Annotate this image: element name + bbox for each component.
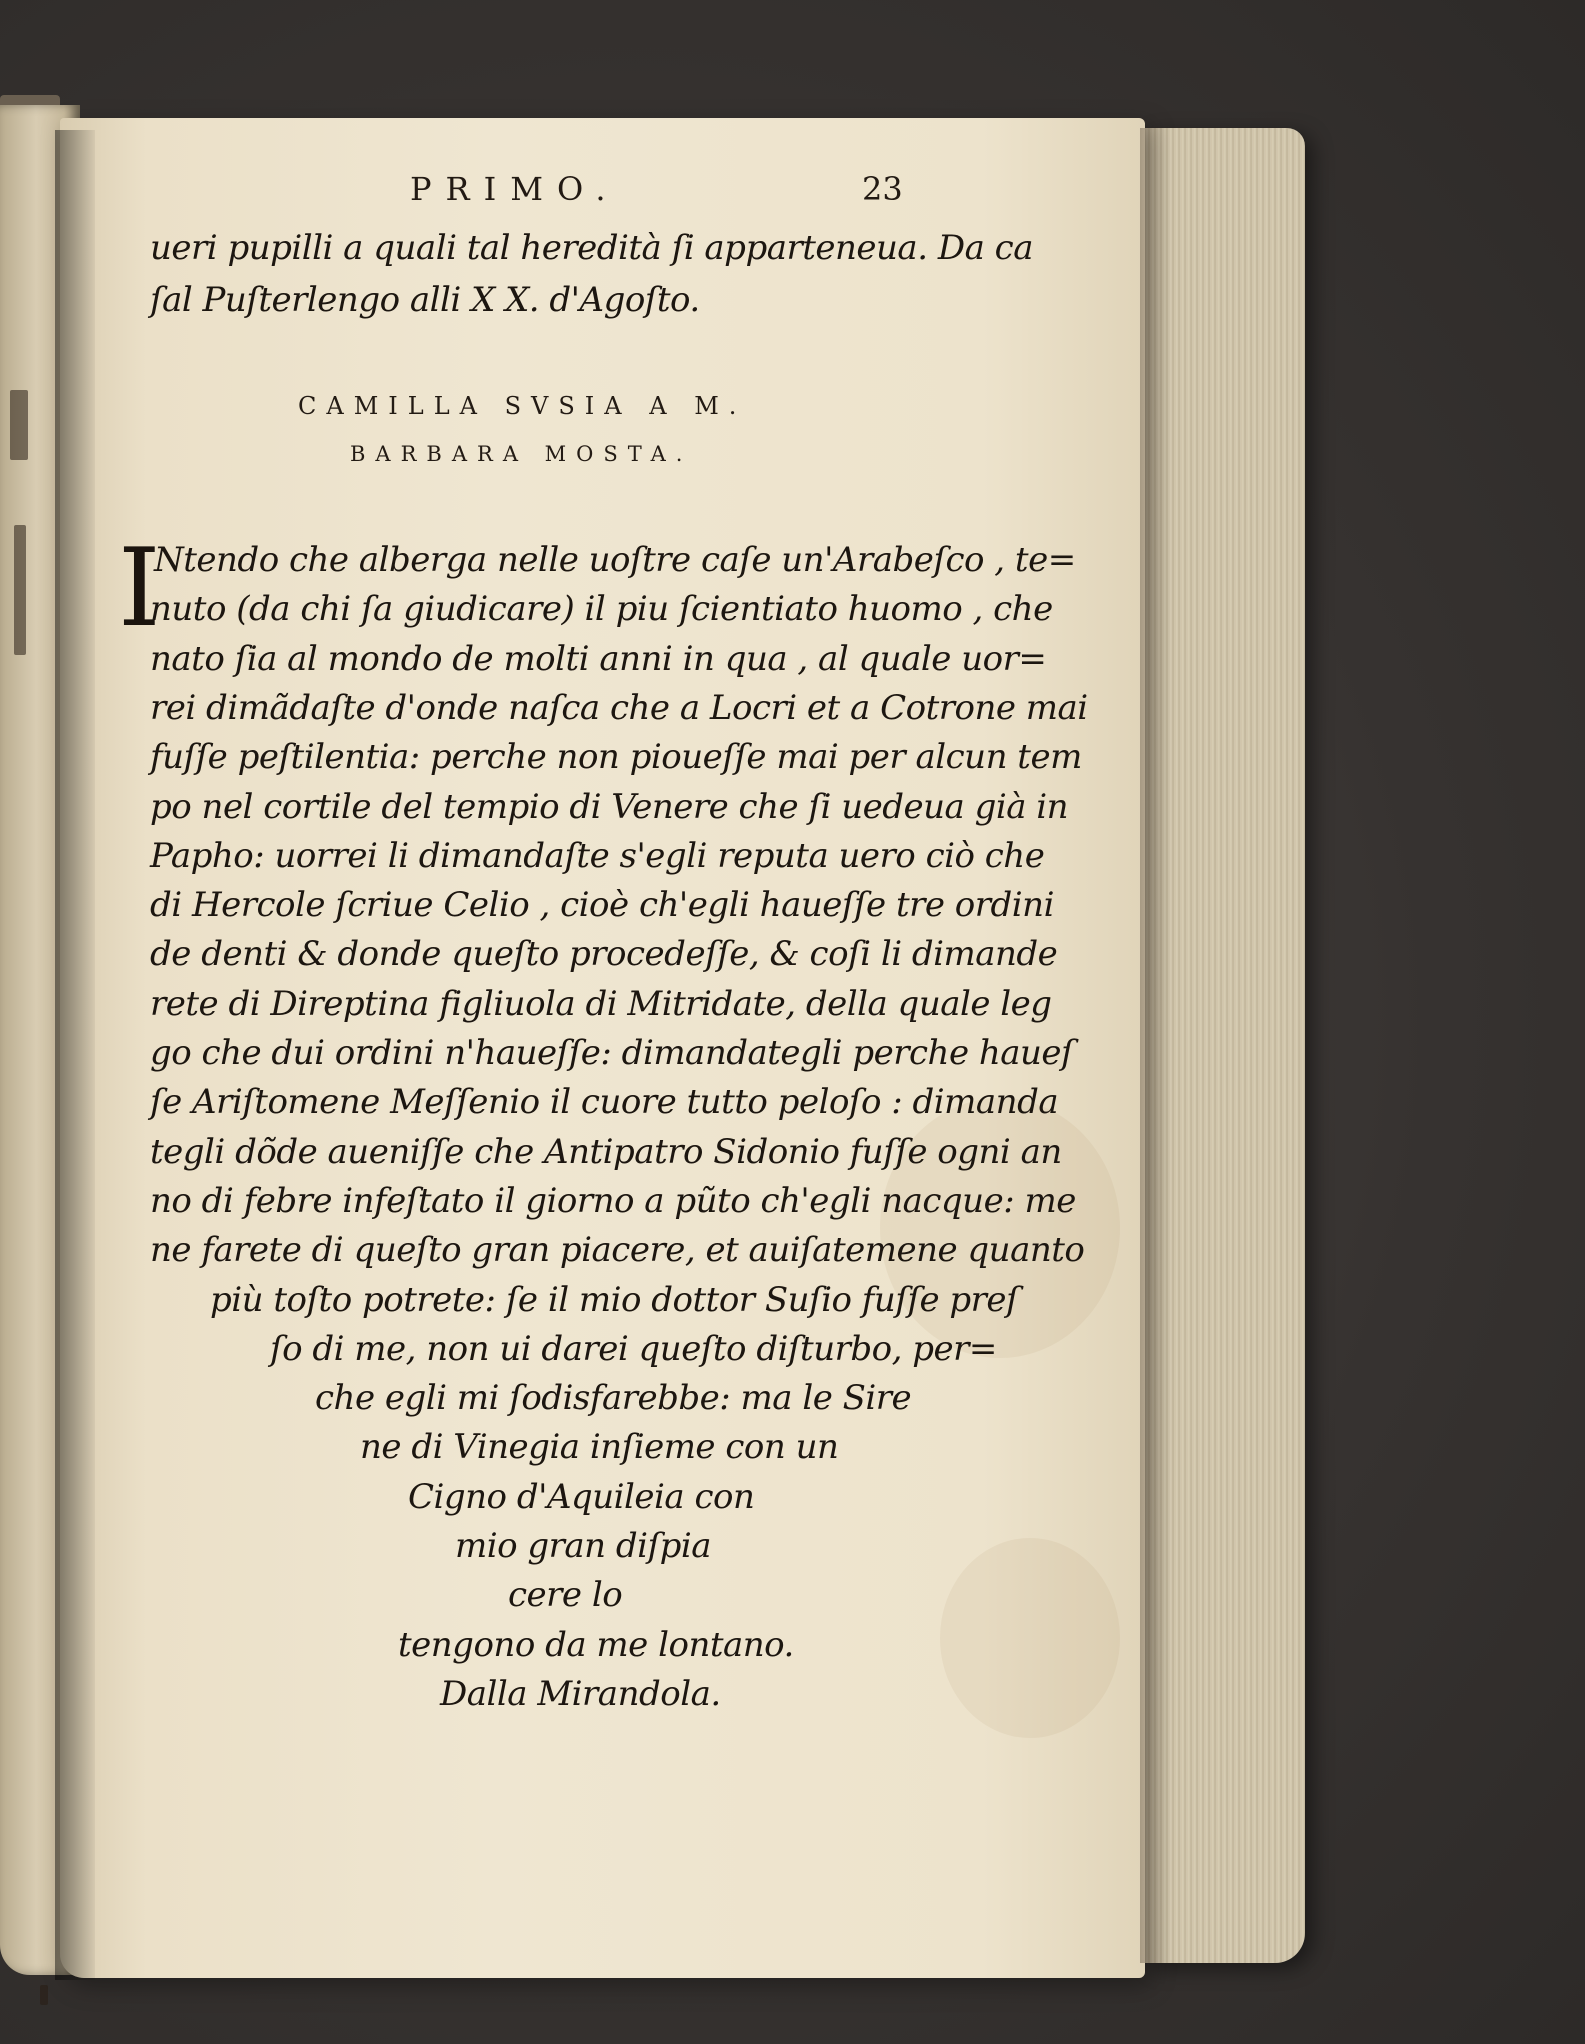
signoff-line: Dalla Mirandola. [440, 1673, 721, 1714]
page-edge-shadow [1140, 128, 1170, 1963]
drop-cap-initial: I [118, 526, 161, 651]
carryover-line: ſal Puſterlengo alli X X. d'Agoſto. [150, 280, 700, 320]
letter-line: ſo di me, non ui darei queſto diſturbo, per= [270, 1328, 997, 1369]
letter-heading: BARBARA MOSTA. [350, 442, 693, 466]
letter-line: Papho: uorrei li dimandaſte s'egli reputa uero ciò che [150, 835, 1045, 876]
paper-stain [940, 1538, 1120, 1738]
letter-line: Cigno d'Aquileia con [408, 1476, 755, 1517]
letter-line: ne farete di queſto gran piacere, et auiſatemene quanto [150, 1230, 1085, 1271]
letter-line: Ntendo che alberga nelle uoſtre caſe un'Arabeſco , te= [154, 540, 1076, 580]
bleed-through-mark [10, 390, 28, 460]
letter-line: rei dimãdaſte d'onde naſca che a Locri et a Cotrone mai [150, 687, 1088, 728]
letter-line: ſe Ariſtomene Meſſenio il cuore tutto peloſo : dimanda [150, 1082, 1059, 1123]
letter-line: rete di Direptina figliuola di Mitridate, della quale leg [150, 983, 1052, 1024]
carryover-line: ueri pupilli a quali tal heredità ſi apparteneua. Da ca [150, 228, 1033, 268]
letter-line: ne di Vinegia inſieme con un [360, 1427, 839, 1468]
page-number: 23 [862, 170, 903, 208]
letter-heading: CAMILLA SVSIA A M. [298, 392, 747, 420]
letter-line: po nel cortile del tempio di Venere che ſi uedeua già in [150, 786, 1069, 827]
bleed-through-mark [40, 1985, 48, 2005]
bleed-through-mark [14, 525, 26, 655]
letter-line: mio gran diſpia [455, 1526, 712, 1566]
letter-line: più toſto potrete: ſe il mio dottor Suſio fuſſe preſ [210, 1279, 1019, 1320]
running-head: PRIMO. [410, 170, 620, 208]
letter-line: tengono da me lontano. [398, 1624, 794, 1665]
letter-line: fuſſe peſtilentia: perche non pioueſſe mai per alcun tem [150, 737, 1082, 778]
gutter-shadow [55, 130, 95, 1980]
letter-line: no di febre infeſtato il giorno a pũto ch'egli nacque: me [150, 1180, 1076, 1221]
letter-line: nuto (da chi ſa giudicare) il piu ſcientiato huomo , che [150, 589, 1053, 630]
letter-line: nato ſia al mondo de molti anni in qua , al quale uor= [150, 638, 1047, 679]
letter-line: che egli mi ſodisfarebbe: ma le Sire [315, 1378, 912, 1419]
letter-line: tegli dõde aueniſſe che Antipatro Sidonio fuſſe ogni an [150, 1131, 1062, 1172]
letter-line: de denti & donde queſto procedeſſe, & coſi li dimande [150, 934, 1058, 975]
letter-line: di Hercole ſcriue Celio , cioè ch'egli haueſſe tre ordini [150, 885, 1054, 926]
letter-line: cere lo [508, 1575, 623, 1616]
letter-line: go che dui ordini n'haueſſe: dimandategli perche haueſ [150, 1033, 1074, 1073]
